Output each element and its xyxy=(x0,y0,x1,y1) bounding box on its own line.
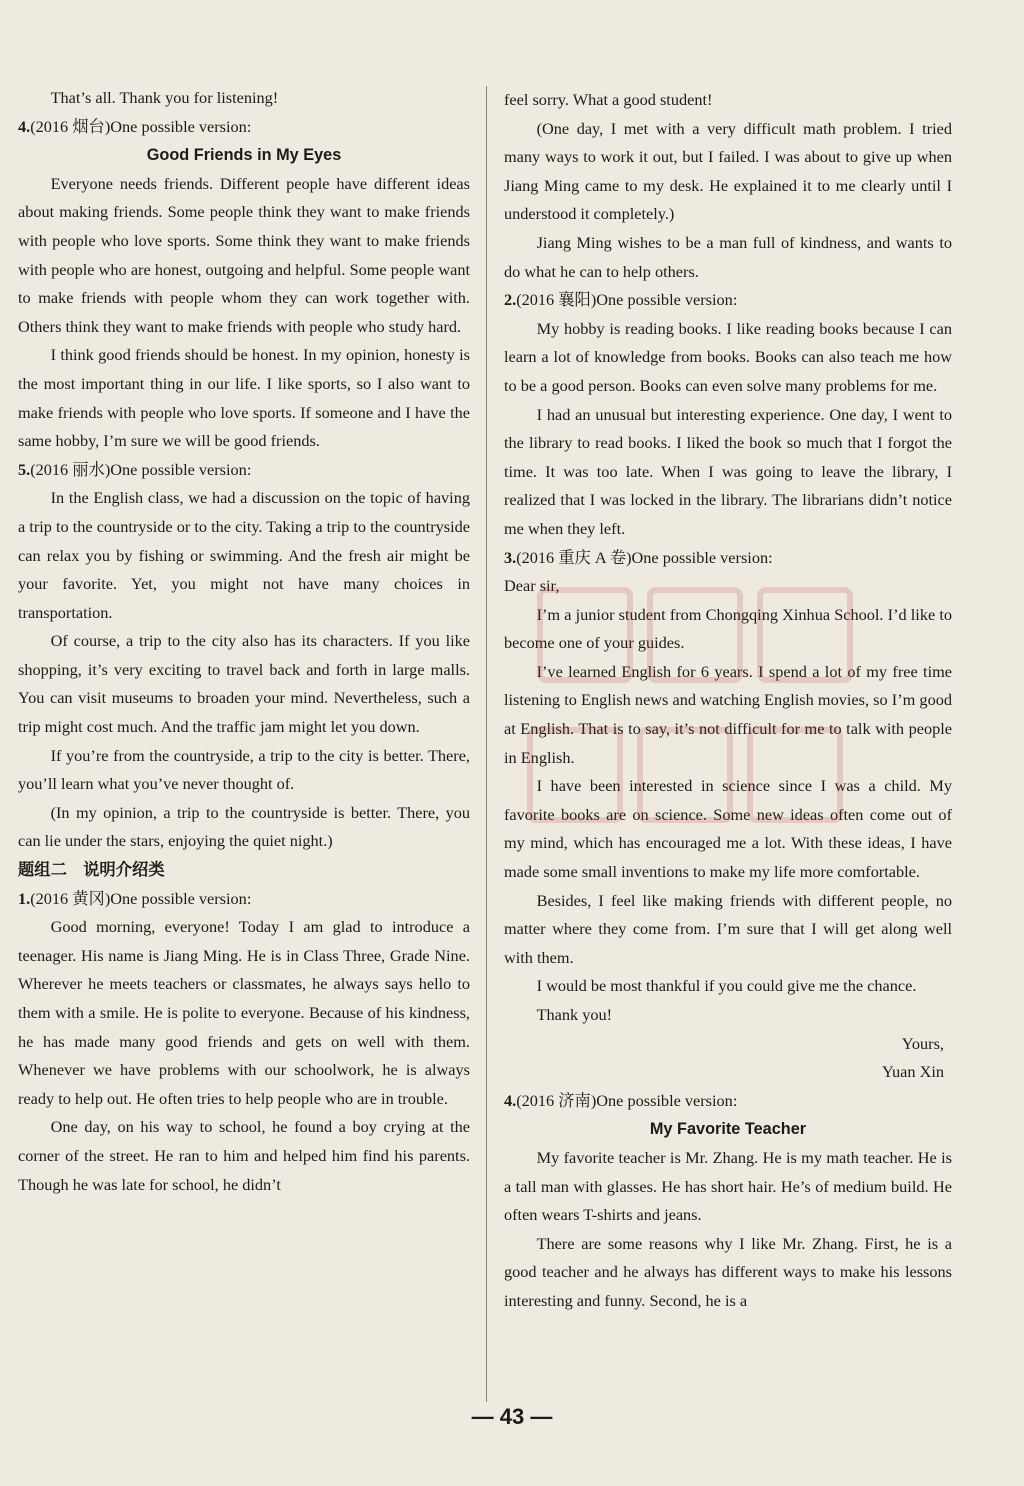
paragraph: Jiang Ming wishes to be a man full of kindness, and wants to do what he can to help others. xyxy=(504,232,952,281)
question-number: 4. xyxy=(504,1090,517,1110)
question-header xyxy=(504,544,952,573)
question-header xyxy=(18,456,470,485)
text-line: Dear sir, xyxy=(504,576,560,596)
question-source: (2016 襄阳)One possible version: xyxy=(516,290,738,310)
paragraph: (One day, I met with a very difficult math problem. I tried many ways to work it out, but I failed. I was about to give up when Jiang Ming came to my desk. He explained it to me clearly until I understood it completely.) xyxy=(504,118,952,224)
paragraph: My favorite teacher is Mr. Zhang. He is my math teacher. He is a tall man with glasses. He has short hair. He’s of medium build. He often wears T-shirts and jeans. xyxy=(504,1147,952,1225)
essay-title: Good Friends in My Eyes xyxy=(146,146,342,165)
paragraph: Thank you! xyxy=(536,1005,613,1024)
question-number: 3. xyxy=(504,547,517,567)
paragraph: In the English class, we had a discussion on the topic of having a trip to the countryside or to the city. Taking a trip to the countryside can relax you by fishing or swimming. And the fresh air might be your favorite. Yet, you might not have many choices in transportation. xyxy=(18,488,470,622)
question-number: 5. xyxy=(18,459,31,479)
question-header xyxy=(504,1087,952,1116)
paragraph: I had an unusual but interesting experience. One day, I went to the library to read books. I liked the book so much that I forgot the time. It was too late. When I was going to leave the library, I realized that I was locked in the library. The librarians didn’t notice me when they left. xyxy=(504,404,952,538)
paragraph: There are some reasons why I like Mr. Zhang. First, he is a good teacher and he always has different ways to make his lessons interesting and funny. Second, he is a xyxy=(504,1233,952,1310)
right-column xyxy=(504,86,952,1316)
paragraph: My hobby is reading books. I like reading books because I can learn a lot of knowledge from books. Books can also teach me how to be a good person. Books can even solve many problems for me. xyxy=(504,318,952,395)
paragraph: Everyone needs friends. Different people have different ideas about making friends. Some people think they want to make friends with people who love sports. Some think they want to make friends with people who are honest, outgoing and helpful. Some people want to make friends with people whom they can work together with. Others think they want to make friends with people who study hard. xyxy=(18,173,470,336)
paragraph: Of course, a trip to the city also has its characters. If you like shopping, it’s very exciting to travel back and forth in large malls. You can visit museums to broaden your mind. Nevertheless, such a trip might cost much. And the traffic jam might let you down. xyxy=(18,631,470,737)
essay-title: My Favorite Teacher xyxy=(649,1120,807,1139)
paragraph: I think good friends should be honest. In my opinion, honesty is the most important thing in our life. I like sports, so I also want to make friends with people who love sports. If someone and I have the same hobby, I’m sure we will be good friends. xyxy=(18,345,470,451)
letter-signature: Yuan Xin xyxy=(882,1062,944,1082)
page-number: — 43 — xyxy=(471,1404,553,1429)
paragraph: One day, on his way to school, he found a boy crying at the corner of the street. He ran to him and helped him find his parents. Though he was late for school, he didn’t xyxy=(18,1117,470,1194)
question-source: (2016 重庆 A 卷)One possible version: xyxy=(516,547,773,567)
question-number: 4. xyxy=(18,116,31,136)
paragraph: I’ve learned English for 6 years. I spend a lot of my free time listening to English news and watching English movies, so I’m good at English. That is to say, it’s not difficult for me to talk with people in English. xyxy=(504,661,952,767)
text-line: feel sorry. What a good student! xyxy=(504,90,713,109)
paragraph: Besides, I feel like making friends with different people, no matter where they come from. I’m sure that I will get along well with them. xyxy=(504,890,952,967)
question-number: 1. xyxy=(18,888,31,908)
question-source: (2016 烟台)One possible version: xyxy=(30,116,252,136)
section-heading: 题组二 说明介绍类 xyxy=(18,860,165,880)
paragraph: That’s all. Thank you for listening! xyxy=(50,88,279,107)
paragraph: I would be most thankful if you could give me the chance. xyxy=(536,976,917,996)
question-source: (2016 丽水)One possible version: xyxy=(30,459,252,479)
question-source: (2016 黄冈)One possible version: xyxy=(30,888,252,908)
letter-signature: Yours, xyxy=(901,1033,944,1053)
column-divider xyxy=(486,86,487,1402)
question-header xyxy=(18,885,470,914)
paragraph: I’m a junior student from Chongqing Xinhua School. I’d like to become one of your guides. xyxy=(504,604,952,653)
paragraph: I have been interested in science since I was a child. My favorite books are on science. Some new ideas often come out of my mind, which has encouraged me a lot. With these ideas, I have made some small inventions to make my life more comfortable. xyxy=(504,776,952,882)
question-number: 2. xyxy=(504,290,517,310)
paragraph: Good morning, everyone! Today I am glad to introduce a teenager. His name is Jiang Ming. He is in Class Three, Grade Nine. Wherever he meets teachers or classmates, he always says hello to them with a smile. He is polite to everyone. Because of his kindness, he has made many good friends and gets on well with them. Whenever we have problems with our schoolwork, he is always ready to help out. He often tries to help people who are in trouble. xyxy=(18,917,470,1108)
paragraph: (In my opinion, a trip to the countryside is better. There, you can lie under the stars, enjoying the quiet night.) xyxy=(18,802,470,851)
paragraph: If you’re from the countryside, a trip to the city is better. There, you’ll learn what you’ve never thought of. xyxy=(18,745,470,794)
question-header xyxy=(18,113,470,142)
question-source: (2016 济南)One possible version: xyxy=(516,1090,738,1110)
question-header xyxy=(504,286,952,315)
left-column xyxy=(18,84,470,1199)
